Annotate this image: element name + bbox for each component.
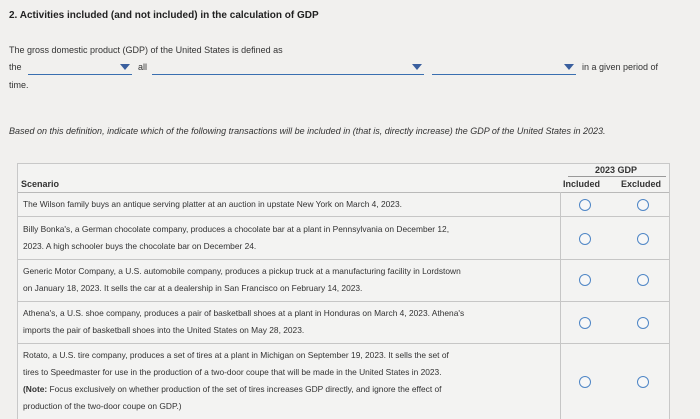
included-radio[interactable] (579, 199, 591, 211)
chevron-down-icon (412, 64, 422, 70)
note-label: (Note: (23, 384, 48, 394)
gdp-table (17, 163, 670, 419)
definition-time: time. (9, 80, 29, 90)
definition-dropdown-2[interactable] (152, 62, 424, 75)
group-underline (568, 176, 666, 177)
included-header: Included (563, 179, 601, 189)
scenario-text: Rotato, a U.S. tire company, produces a set of tires at a plant in Michigan on September 19, 2023. It sells the set of tires to Speedmaster for use in the production of a two-door coupe that will be made in the United States in 2023. (Note: Focus exclusively on whether production of the set of tires increases GDP directly, and ignore the effect of production of the two-door coupe on GDP.) (23, 350, 449, 411)
question-prompt: Based on this definition, indicate which of the following transactions will be included in (that is, directly increase) the GDP of the United States in 2023. (9, 126, 606, 136)
excluded-radio[interactable] (637, 376, 649, 388)
excluded-radio[interactable] (637, 317, 649, 329)
included-radio[interactable] (579, 274, 591, 286)
scenario-text: The Wilson family buys an antique serving platter at an auction in upstate New York on March 4, 2023. (23, 199, 402, 209)
table-header (18, 164, 669, 193)
included-radio[interactable] (579, 317, 591, 329)
table-row (18, 193, 669, 217)
definition-dropdown-1[interactable] (28, 62, 132, 75)
definition-dropdown-3[interactable] (432, 62, 576, 75)
definition-the-label: the (9, 62, 22, 72)
scenario-text: Generic Motor Company, a U.S. automobile company, produces a pickup truck at a manufacturing facility in Lordstown on January 18, 2023. It sells the car at a dealership in San Francisco on February 14, 2023. (23, 266, 461, 293)
question-heading: 2. Activities included (and not included) in the calculation of GDP (9, 10, 319, 21)
gdp-group-header: 2023 GDP (594, 165, 638, 175)
excluded-radio[interactable] (637, 199, 649, 211)
scenario-text: Athena's, a U.S. shoe company, produces a pair of basketball shoes at a plant in Honduras on March 4, 2023. Athena's imports the pair of basketball shoes into the United States on May 28, 2023. (23, 308, 465, 335)
included-radio[interactable] (579, 376, 591, 388)
chevron-down-icon (564, 64, 574, 70)
definition-sentence (9, 62, 699, 76)
table-row (18, 260, 669, 302)
table-row (18, 302, 669, 344)
chevron-down-icon (120, 64, 130, 70)
excluded-radio[interactable] (637, 274, 649, 286)
excluded-header: Excluded (621, 179, 662, 189)
included-radio[interactable] (579, 233, 591, 245)
scenario-header: Scenario (21, 179, 60, 189)
definition-intro: The gross domestic product (GDP) of the United States is defined as (9, 45, 283, 55)
scenario-text: Billy Bonka's, a German chocolate company, produces a chocolate bar at a plant in Pennsylvania on December 12, 2023. A high schooler buys the chocolate bar on December 24. (23, 224, 450, 251)
definition-all-label: all (138, 62, 148, 72)
table-row (18, 344, 669, 419)
table-row (18, 217, 669, 260)
definition-tail: in a given period of (582, 62, 659, 72)
excluded-radio[interactable] (637, 233, 649, 245)
